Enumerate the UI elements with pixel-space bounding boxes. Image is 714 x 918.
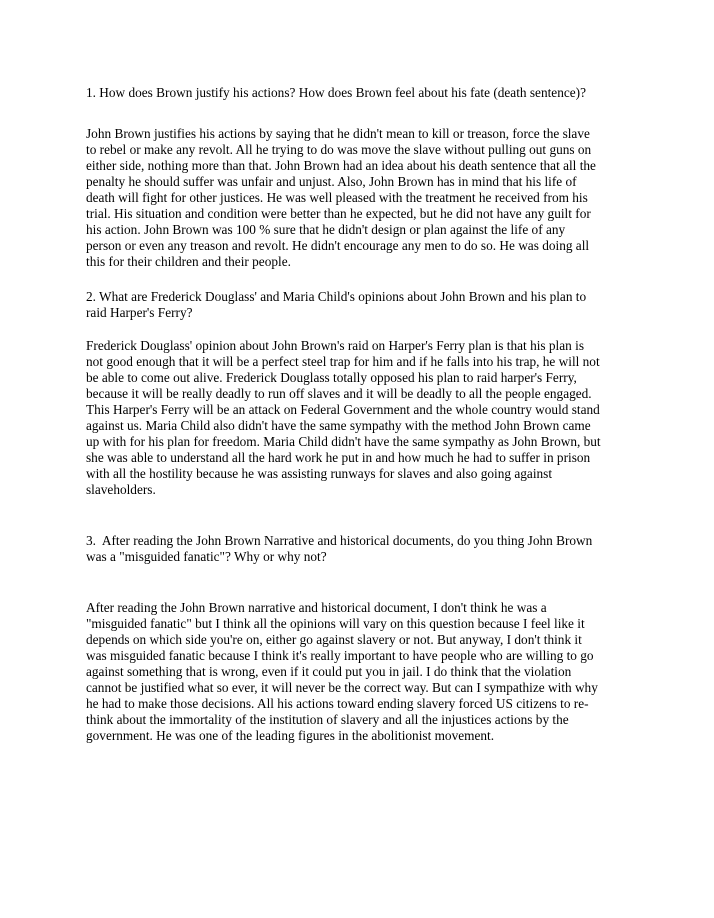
question-3: 3. After reading the John Brown Narrative and historical documents, do you thing John Brown was a "misguided fanatic"? Why or why not?	[86, 533, 593, 564]
question-1: 1. How does Brown justify his actions? How does Brown feel about his fate (death sentence)?	[86, 85, 586, 100]
answer-1: John Brown justifies his actions by saying that he didn't mean to kill or treason, force the slave to rebel or make any revolt. All he trying to do was move the slave without pulling out guns on either side, nothing more than that. John Brown had an idea about his death sentence that all the penalty he should suffer was unfair and unjust. Also, John Brown has in mind that his life of death will fight for other justices. He was well pleased with the treatment he received from his trial. His situation and condition were better than he expected, but he did not have any guilt for his action. John Brown was 100 % sure that he didn't design or plan against the life of any person or even any treason and revolt. He didn't encourage any men to do so. He was doing all this for their children and their people.	[86, 126, 596, 269]
answer-3: After reading the John Brown narrative and historical document, I don't think he was a "misguided fanatic" but I think all the opinions will vary on this question because I feel like it depends on which side you're on, either go against slavery or not. But anyway, I don't think it was misguided fanatic because I think it's really important to have people who are willing to go against something that is wrong, even if it could put you in jail. I do think that the violation cannot be justified what so ever, it will never be the correct way. But can I sympathize with why he had to make those decisions. All his actions toward ending slavery forced US citizens to re- think about the immortality of the institution of slavery and all the injustices actions by the government. He was one of the leading figures in the abolitionist movement.	[86, 600, 598, 743]
question-2: 2. What are Frederick Douglass' and Maria Child's opinions about John Brown and his plan to raid Harper's Ferry?	[86, 289, 587, 320]
answer-2: Frederick Douglass' opinion about John Brown's raid on Harper's Ferry plan is that his plan is not good enough that it will be a perfect steel trap for him and if he falls into his trap, he will not be able to come out alive. Frederick Douglass totally opposed his plan to raid harper's Ferry, because it will be really deadly to run off slaves and it will be deadly to all the people engaged. This Harper's Ferry will be an attack on Federal Government and the whole country would stand against us. Maria Child also didn't have the same sympathy with the method John Brown came up with for his plan for freedom. Maria Child didn't have the same sympathy as John Brown, but she was able to understand all the hard work he put in and how much he had to suffer in prison with all the hostility because he was assisting runways for slaves and also going against slaveholders.	[86, 338, 601, 497]
